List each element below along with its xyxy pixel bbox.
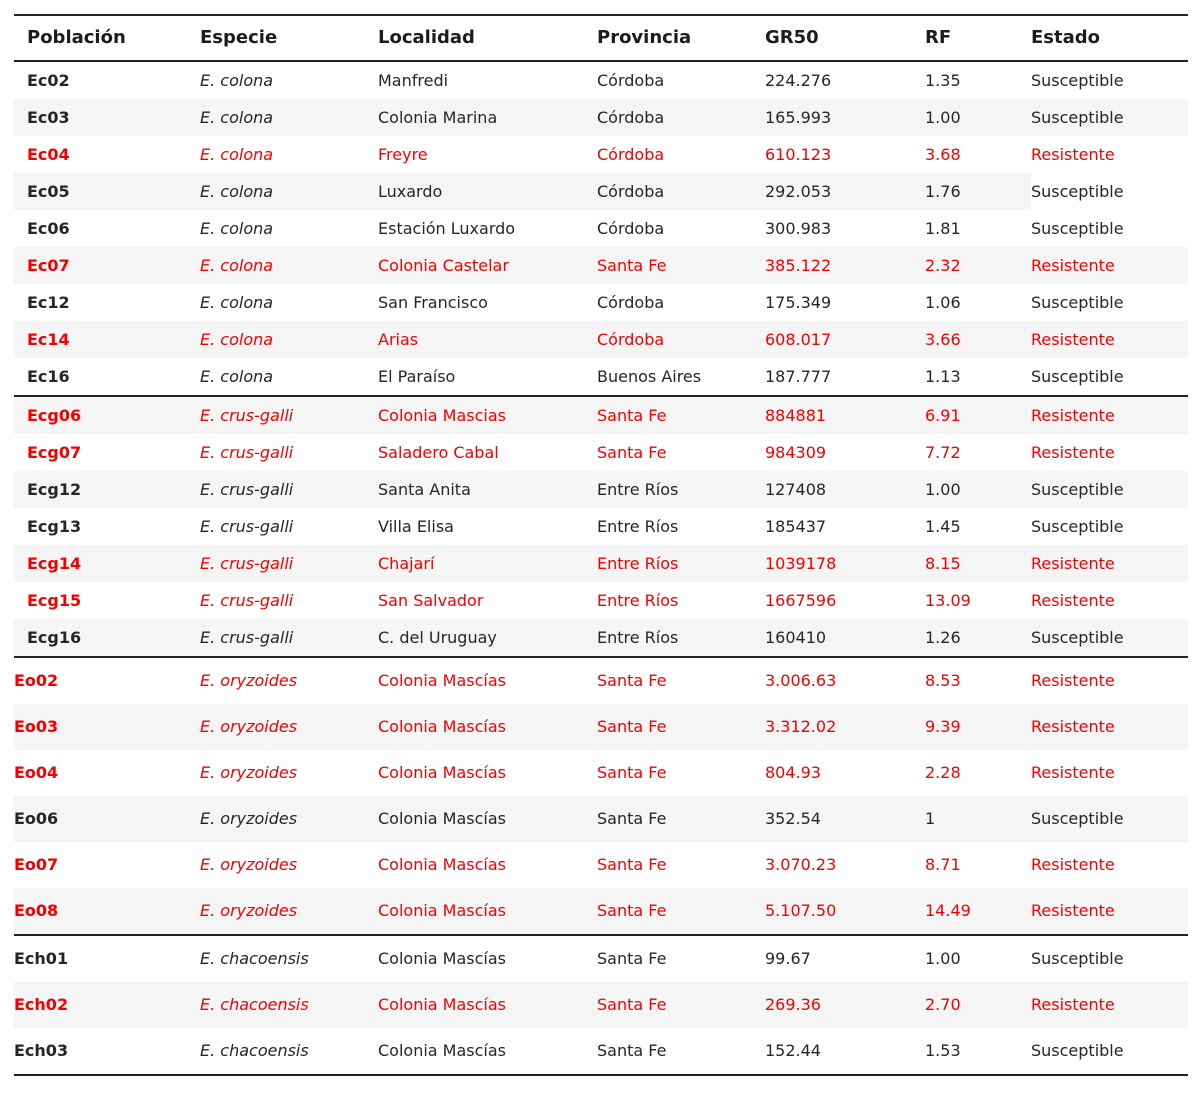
cell-poblacion: Eo04	[14, 763, 59, 782]
cell-estado: Susceptible	[1031, 173, 1188, 210]
cell-localidad: Saladero Cabal	[378, 443, 499, 462]
table-row	[14, 750, 1188, 796]
cell-poblacion: Ec04	[27, 145, 70, 164]
cell-gr50: 224.276	[765, 71, 832, 90]
cell-rf: 1.53	[925, 1041, 961, 1060]
table-row	[14, 888, 1188, 935]
cell-estado: Susceptible	[1031, 935, 1188, 982]
table-row	[14, 582, 1188, 619]
cell-localidad: Estación Luxardo	[378, 219, 516, 238]
cell-poblacion: Eo07	[14, 855, 59, 874]
cell-especie: E. chacoensis	[200, 935, 378, 982]
cell-provincia: Entre Ríos	[597, 545, 765, 582]
cell-localidad: C. del Uruguay	[378, 619, 597, 657]
table-row	[14, 545, 1188, 582]
cell-provincia: Córdoba	[597, 321, 765, 358]
table-row	[14, 508, 1188, 545]
cell-rf: 1.00	[925, 471, 1031, 508]
cell-rf: 8.71	[925, 855, 961, 874]
table-row	[14, 1028, 1188, 1075]
cell-estado: Resistente	[1031, 855, 1115, 874]
cell-provincia: Entre Ríos	[597, 619, 765, 657]
cell-gr50: 1667596	[765, 591, 837, 610]
cell-provincia: Córdoba	[597, 293, 665, 312]
column-header-localidad: Localidad	[378, 15, 597, 61]
cell-rf: 13.09	[925, 591, 971, 610]
header-row	[14, 15, 1188, 61]
cell-provincia: Santa Fe	[597, 982, 765, 1028]
cell-provincia: Santa Fe	[597, 763, 667, 782]
cell-rf: 6.91	[925, 396, 1031, 434]
cell-localidad: Colonia Mascías	[378, 763, 506, 782]
cell-poblacion: Ec07	[14, 247, 200, 284]
cell-provincia: Córdoba	[597, 145, 665, 164]
cell-gr50: 1039178	[765, 545, 925, 582]
cell-rf: 1.35	[925, 71, 961, 90]
column-header-gr50: GR50	[765, 15, 925, 61]
cell-provincia: Buenos Aires	[597, 367, 702, 386]
cell-rf: 8.15	[925, 545, 1031, 582]
cell-gr50: 984309	[765, 443, 827, 462]
cell-provincia: Córdoba	[597, 99, 765, 136]
cell-gr50: 352.54	[765, 796, 925, 842]
cell-poblacion: Ec03	[14, 99, 200, 136]
cell-gr50: 99.67	[765, 935, 925, 982]
cell-estado: Susceptible	[1031, 71, 1124, 90]
cell-localidad: Freyre	[378, 145, 428, 164]
cell-especie: E. colona	[200, 219, 274, 238]
table-row	[14, 136, 1188, 173]
cell-gr50: 269.36	[765, 982, 925, 1028]
cell-estado: Resistente	[1031, 396, 1188, 434]
table-row	[14, 657, 1188, 704]
cell-poblacion: Ecg07	[27, 443, 82, 462]
cell-rf: 7.72	[925, 443, 961, 462]
cell-estado: Resistente	[1031, 704, 1188, 750]
cell-localidad: Chajarí	[378, 545, 597, 582]
cell-localidad: Colonia Mascías	[378, 888, 597, 935]
cell-especie: E. chacoensis	[200, 1041, 309, 1060]
cell-localidad: San Francisco	[378, 293, 488, 312]
cell-especie: E. oryzoides	[200, 657, 378, 704]
cell-gr50: 3.070.23	[765, 855, 837, 874]
table-row	[14, 173, 1188, 210]
cell-poblacion: Ec06	[27, 219, 70, 238]
cell-provincia: Santa Fe	[597, 1041, 667, 1060]
cell-gr50: 165.993	[765, 99, 925, 136]
cell-provincia: Santa Fe	[597, 935, 765, 982]
table-row	[14, 982, 1188, 1028]
cell-especie: E. chacoensis	[200, 982, 378, 1028]
cell-estado: Susceptible	[1031, 619, 1188, 657]
cell-especie: E. colona	[200, 71, 274, 90]
cell-gr50: 292.053	[765, 173, 925, 210]
cell-estado: Resistente	[1031, 982, 1188, 1028]
cell-especie: E. colona	[200, 173, 378, 210]
table-row	[14, 284, 1188, 321]
cell-localidad: Colonia Mascías	[378, 657, 597, 704]
table-row	[14, 471, 1188, 508]
cell-estado: Susceptible	[1031, 796, 1188, 842]
column-header-rf: RF	[925, 15, 1031, 61]
cell-rf: 2.70	[925, 982, 1031, 1028]
cell-estado: Susceptible	[1031, 517, 1124, 536]
cell-rf: 1.00	[925, 935, 1031, 982]
table-row	[14, 434, 1188, 471]
cell-estado: Resistente	[1031, 763, 1115, 782]
cell-especie: E. crus-galli	[200, 545, 378, 582]
cell-especie: E. colona	[200, 293, 274, 312]
cell-rf: 1.81	[925, 219, 961, 238]
column-header-poblacion: Población	[14, 15, 200, 61]
cell-rf: 1.26	[925, 619, 1031, 657]
cell-provincia: Santa Fe	[597, 247, 765, 284]
cell-localidad: Arias	[378, 321, 597, 358]
cell-estado: Resistente	[1031, 145, 1115, 164]
cell-localidad: San Salvador	[378, 591, 484, 610]
cell-estado: Susceptible	[1031, 1041, 1124, 1060]
cell-poblacion: Ec05	[14, 173, 200, 210]
cell-poblacion: Ecg12	[14, 471, 200, 508]
table-row	[14, 704, 1188, 750]
cell-localidad: Colonia Mascías	[378, 704, 597, 750]
cell-estado: Resistente	[1031, 247, 1188, 284]
cell-gr50: 610.123	[765, 145, 832, 164]
cell-localidad: El Paraíso	[378, 367, 456, 386]
column-header-especie: Especie	[200, 15, 378, 61]
cell-rf: 2.32	[925, 247, 1031, 284]
cell-especie: E. colona	[200, 247, 378, 284]
cell-localidad: Manfredi	[378, 71, 449, 90]
cell-estado: Susceptible	[1031, 367, 1124, 386]
cell-provincia: Entre Ríos	[597, 591, 679, 610]
cell-localidad: Colonia Mascías	[378, 1041, 506, 1060]
cell-provincia: Santa Fe	[597, 796, 765, 842]
cell-poblacion: Ecg06	[14, 396, 200, 434]
cell-gr50: 300.983	[765, 219, 832, 238]
cell-poblacion: Ec12	[27, 293, 70, 312]
cell-provincia: Entre Ríos	[597, 517, 679, 536]
cell-especie: E. colona	[200, 145, 274, 164]
cell-localidad: Colonia Mascías	[378, 855, 506, 874]
cell-poblacion: Ec02	[27, 71, 70, 90]
cell-provincia: Entre Ríos	[597, 471, 765, 508]
cell-rf: 3.66	[925, 321, 1031, 358]
cell-provincia: Santa Fe	[597, 657, 765, 704]
cell-poblacion: Ech01	[14, 935, 200, 982]
cell-poblacion: Ech02	[14, 982, 200, 1028]
table-row	[14, 99, 1188, 136]
cell-estado: Resistente	[1031, 888, 1188, 935]
cell-gr50: 884881	[765, 396, 925, 434]
cell-estado: Susceptible	[1031, 219, 1124, 238]
cell-poblacion: Ec14	[14, 321, 200, 358]
cell-gr50: 804.93	[765, 763, 821, 782]
cell-rf: 1	[925, 796, 1031, 842]
cell-estado: Susceptible	[1031, 293, 1124, 312]
cell-poblacion: Ecg16	[14, 619, 200, 657]
cell-provincia: Santa Fe	[597, 396, 765, 434]
cell-estado: Susceptible	[1031, 471, 1188, 508]
cell-poblacion: Ecg14	[14, 545, 200, 582]
table-row	[14, 842, 1188, 888]
column-header-provincia: Provincia	[597, 15, 765, 61]
cell-especie: E. crus-galli	[200, 471, 378, 508]
cell-gr50: 152.44	[765, 1041, 821, 1060]
cell-poblacion: Ecg15	[27, 591, 82, 610]
cell-especie: E. oryzoides	[200, 763, 298, 782]
cell-rf: 3.68	[925, 145, 961, 164]
cell-localidad: Villa Elisa	[378, 517, 454, 536]
cell-poblacion: Ec16	[27, 367, 70, 386]
cell-gr50: 127408	[765, 471, 925, 508]
cell-localidad: Colonia Mascias	[378, 396, 597, 434]
cell-especie: E. oryzoides	[200, 855, 298, 874]
table-header	[14, 15, 1188, 61]
cell-provincia: Santa Fe	[597, 855, 667, 874]
cell-estado: Resistente	[1031, 321, 1188, 358]
cell-rf: 1.00	[925, 99, 1031, 136]
table-row	[14, 619, 1188, 657]
cell-localidad: Luxardo	[378, 173, 597, 210]
cell-especie: E. oryzoides	[200, 704, 378, 750]
cell-poblacion: Eo02	[14, 657, 200, 704]
cell-rf: 14.49	[925, 888, 1031, 935]
cell-poblacion: Ech03	[14, 1041, 69, 1060]
cell-gr50: 608.017	[765, 321, 925, 358]
cell-localidad: Colonia Mascías	[378, 935, 597, 982]
cell-rf: 8.53	[925, 657, 1031, 704]
cell-provincia: Córdoba	[597, 71, 665, 90]
cell-gr50: 187.777	[765, 367, 832, 386]
table-body	[14, 61, 1188, 1075]
cell-especie: E. colona	[200, 99, 378, 136]
cell-rf: 1.06	[925, 293, 961, 312]
cell-localidad: Colonia Mascías	[378, 796, 597, 842]
cell-especie: E. crus-galli	[200, 517, 294, 536]
cell-estado: Resistente	[1031, 443, 1115, 462]
table-row	[14, 247, 1188, 284]
cell-estado: Resistente	[1031, 657, 1188, 704]
cell-rf: 1.13	[925, 367, 961, 386]
cell-rf: 1.76	[925, 173, 1031, 210]
cell-provincia: Córdoba	[597, 173, 765, 210]
cell-especie: E. crus-galli	[200, 443, 294, 462]
resistance-table	[14, 14, 1188, 1076]
cell-localidad: Colonia Mascías	[378, 982, 597, 1028]
column-header-estado: Estado	[1031, 15, 1188, 61]
cell-provincia: Córdoba	[597, 219, 665, 238]
cell-especie: E. crus-galli	[200, 591, 294, 610]
cell-poblacion: Eo03	[14, 704, 200, 750]
cell-gr50: 3.312.02	[765, 704, 925, 750]
table-row	[14, 935, 1188, 982]
cell-gr50: 385.122	[765, 247, 925, 284]
cell-poblacion: Eo08	[14, 888, 200, 935]
cell-estado: Resistente	[1031, 591, 1115, 610]
cell-especie: E. colona	[200, 367, 274, 386]
cell-especie: E. crus-galli	[200, 396, 378, 434]
cell-provincia: Santa Fe	[597, 704, 765, 750]
cell-poblacion: Eo06	[14, 796, 200, 842]
table-row	[14, 210, 1188, 247]
cell-gr50: 3.006.63	[765, 657, 925, 704]
cell-provincia: Santa Fe	[597, 443, 667, 462]
cell-localidad: Colonia Castelar	[378, 247, 597, 284]
cell-especie: E. colona	[200, 321, 378, 358]
cell-rf: 2.28	[925, 763, 961, 782]
cell-localidad: Santa Anita	[378, 471, 597, 508]
cell-especie: E. oryzoides	[200, 888, 378, 935]
cell-rf: 9.39	[925, 704, 1031, 750]
table-row	[14, 396, 1188, 434]
cell-estado: Susceptible	[1031, 99, 1188, 136]
cell-localidad: Colonia Marina	[378, 99, 597, 136]
cell-estado: Resistente	[1031, 545, 1188, 582]
cell-gr50: 5.107.50	[765, 888, 925, 935]
table-row	[14, 321, 1188, 358]
table-row	[14, 61, 1188, 99]
cell-gr50: 175.349	[765, 293, 832, 312]
table-row	[14, 796, 1188, 842]
cell-gr50: 160410	[765, 619, 925, 657]
table-row	[14, 358, 1188, 396]
cell-poblacion: Ecg13	[27, 517, 82, 536]
cell-especie: E. oryzoides	[200, 796, 378, 842]
cell-gr50: 185437	[765, 517, 827, 536]
cell-provincia: Santa Fe	[597, 888, 765, 935]
cell-rf: 1.45	[925, 517, 961, 536]
cell-especie: E. crus-galli	[200, 619, 378, 657]
